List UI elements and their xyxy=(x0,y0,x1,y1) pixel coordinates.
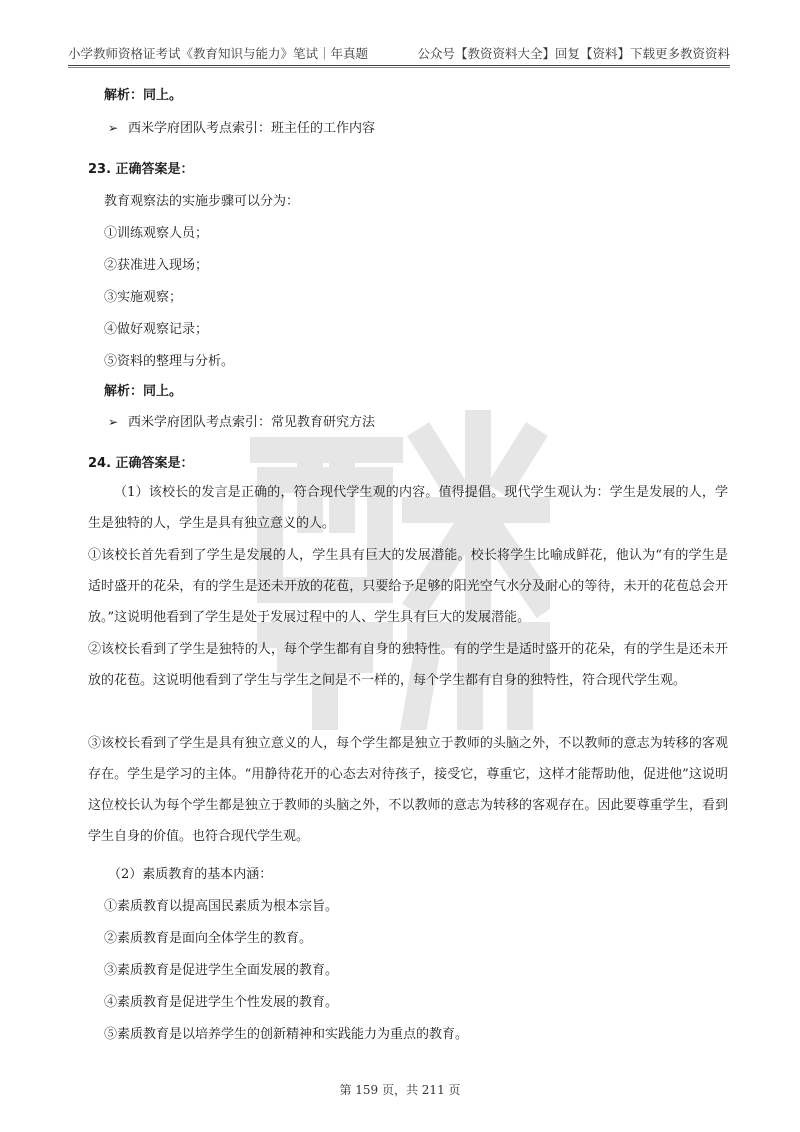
q24-paragraph-2: ①该校长首先看到了学生是发展的人，学生具有巨大的发展潜能。校长将学生比喻成鲜花，他认为“有的学生是适时盛开的花朵，有的学生是还未开放的花苞，只要给予足够的阳光空气水分及耐心的等待，未开的花苞总会开放。”这说明他看到了学生是处于发展过程中的人、学生具有巨大的发展潜能。 xyxy=(88,548,728,625)
question-24-title: 24. 正确答案是： xyxy=(88,456,194,471)
topic-index-1 xyxy=(108,117,375,136)
topic-index-2 xyxy=(108,411,375,430)
analysis-label-2: 解析：同上。 xyxy=(104,384,183,399)
question-23-title: 23. 正确答案是： xyxy=(88,162,194,177)
topic-index-2-text: 西米学府团队考点索引：常见教育研究方法 xyxy=(128,415,376,430)
q23-step: ②获准进入现场； xyxy=(104,258,209,273)
q24-item: ④素质教育是促进学生个性发展的教育。 xyxy=(104,995,339,1010)
arrow-bullet-icon: ➢ xyxy=(108,121,119,135)
q24-paragraph-4: ③该校长看到了学生是具有独立意义的人，每个学生都是独立于教师的头脑之外，不以教师的意志为转移的客观存在。学生是学习的主体。“用静待花开的心态去对待孩子，接受它，尊重它，这样才能帮助他，促进他”这说明这位校长认为每个学生都是独立于教师的头脑之外，不以教师的意志为转移的客观存在。因此要尊重学生，看到学生自身的价值。也符合现代学生观。 xyxy=(88,736,728,844)
header-rule xyxy=(68,65,730,66)
q24-item: ③素质教育是促进学生全面发展的教育。 xyxy=(104,963,339,978)
q23-step: ⑤资料的整理与分析。 xyxy=(104,354,235,369)
header-right-note: 公众号【教资资料大全】回复【资料】下载更多教资资料 xyxy=(417,46,730,61)
q24-paragraph-3: ②该校长看到了学生是独特的人，每个学生都有自身的独特性。有的学生是适时盛开的花朵，有的学生是还未开放的花苞。这说明他看到了学生与学生之间是不一样的，每个学生都有自身的独特性，符合现代学生观。 xyxy=(88,642,728,688)
analysis-label-1: 解析：同上。 xyxy=(104,88,183,103)
q23-step: ①训练观察人员； xyxy=(104,226,209,241)
topic-index-1-text: 西米学府团队考点索引：班主任的工作内容 xyxy=(128,121,376,136)
page-number: 第 159 页，共 211 页 xyxy=(339,1083,461,1097)
q24-paragraph-1: （1）该校长的发言是正确的，符合现代学生观的内容。值得提倡。现代学生观认为：学生是发展的人，学生是独特的人，学生是具有独立意义的人。 xyxy=(88,485,728,531)
q23-step: ④做好观察记录； xyxy=(104,322,209,337)
q23-intro: 教育观察法的实施步骤可以分为： xyxy=(104,194,300,209)
arrow-bullet-icon: ➢ xyxy=(108,415,119,429)
q24-item: ①素质教育以提高国民素质为根本宗旨。 xyxy=(104,899,339,914)
q24-item: ②素质教育是面向全体学生的教育。 xyxy=(104,931,313,946)
page-header xyxy=(68,44,730,62)
header-rule-secondary xyxy=(68,67,730,68)
q24-item: ⑤素质教育是以培养学生的创新精神和实践能力为重点的教育。 xyxy=(104,1027,469,1042)
q24-paragraph-5: （2）素质教育的基本内涵： xyxy=(108,867,273,882)
header-left-title: 小学教师资格证考试《教育知识与能力》笔试｜年真题 xyxy=(68,46,369,61)
q23-step: ③实施观察； xyxy=(104,290,183,305)
